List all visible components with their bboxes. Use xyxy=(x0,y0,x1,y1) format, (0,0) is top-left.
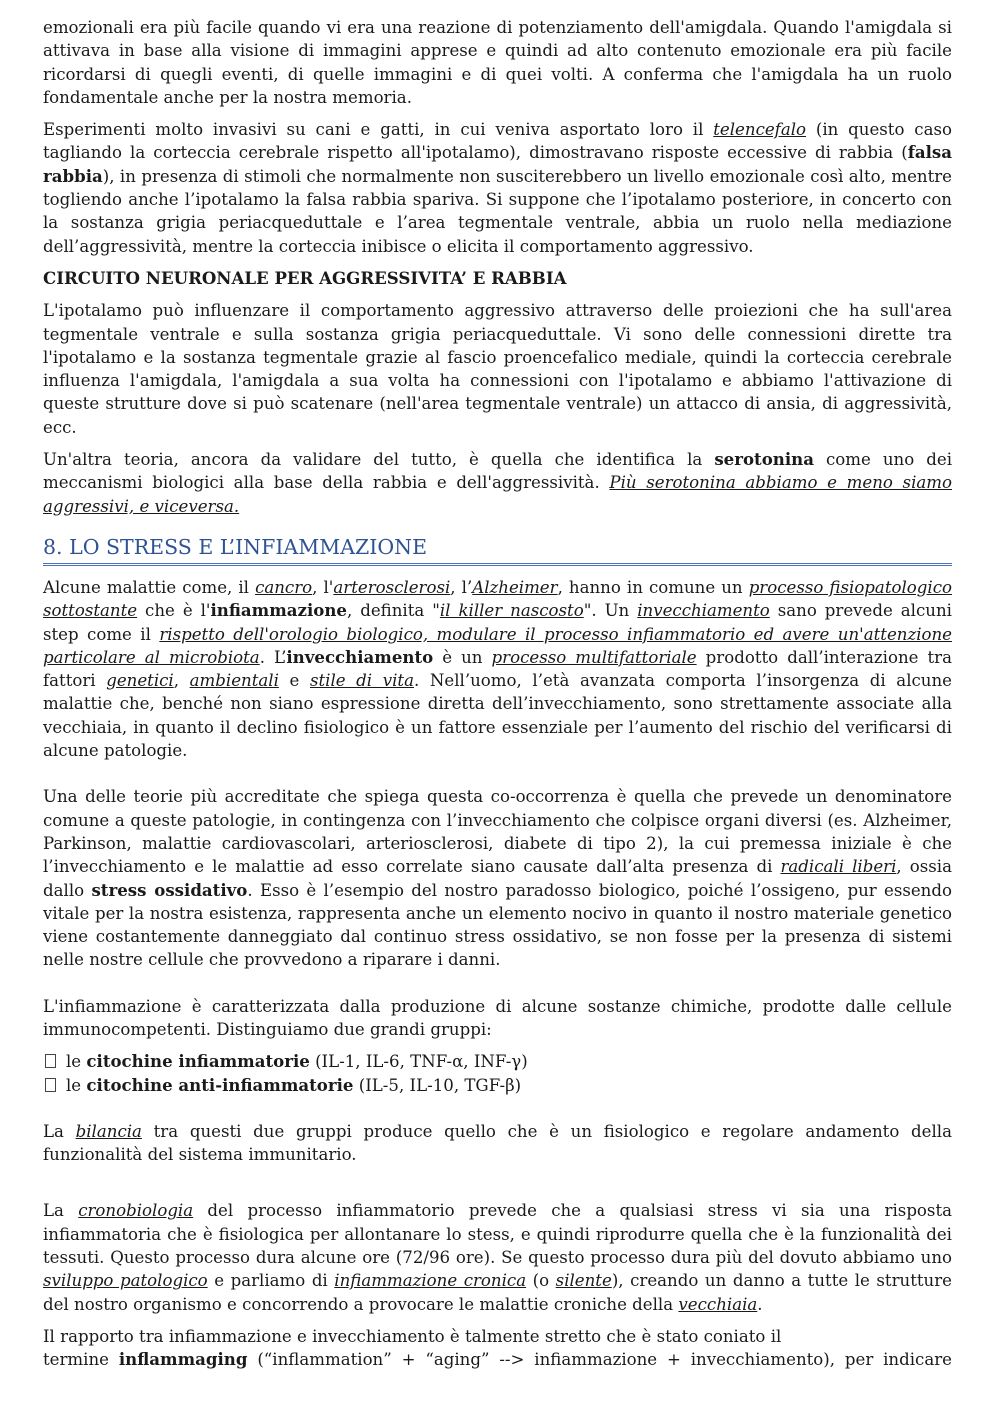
paragraph-cytokines-intro: L'infiammazione è caratterizzata dalla produzione di alcune sostanze chimiche, prodotte dalle cellule immunocompetenti. Distinguiamo due grandi gruppi: xyxy=(43,996,952,1039)
term-ambientali: ambientali xyxy=(189,671,279,691)
paragraph-hypothalamus: L'ipotalamo può influenzare il comportamento aggressivo attraverso delle proiezioni che ha sull'area tegmentale ventrale e sulla sostanza grigia periacqueduttale. Vi sono delle connessioni dirette tra l'ipotalamo e la sostanza tegmentale grazie al fascio proencefalico mediale, quindi la corteccia cerebrale influenza l'amigdala, l'amigdala a sua volta ha connessioni con l'ipotalamo e abbiamo l'attivazione di queste strutture dove si può scatenare (nell'area tegmentale ventrale) un attacco di ansia, di aggressività, ecc. xyxy=(43,301,952,437)
inflammaging-line: termine inflammaging (“inflammation” + “aging” --> infiammazione + invecchiamento), per indicare xyxy=(43,1349,952,1370)
term-invecchiamento-bold: invecchiamento xyxy=(286,646,434,667)
term-silente: silente xyxy=(555,1271,612,1291)
heading-neural-circuit: CIRCUITO NEURONALE PER AGGRESSIVITA’ E RABBIA xyxy=(43,267,567,288)
term-cancro: cancro xyxy=(255,577,313,597)
term-killer-nascosto: il killer nascosto xyxy=(439,601,584,621)
paragraph-false-rage: Esperimenti molto invasivi su cani e gatti, in cui veniva asportato loro il telencefalo (in questo caso tagliando la corteccia cerebrale rispetto all'ipotalamo), dimostravano risposte eccessive di rabbia (falsa rabbia), in presenza di stimoli che normalmente non susciterebbero un livello emozionale così alto, mentre togliendo anche l’ipotalamo la falsa rabbia spariva. Si suppone che l’ipotalamo posteriore, in concerto con la sostanza grigia periacqueduttale e l’area tegmentale ventrale, abbia un ruolo nella mediazione dell’aggressività, mentre la corteccia inibisce o elicita il comportamento aggressivo. xyxy=(43,120,952,256)
bullet-icon xyxy=(45,1078,56,1092)
cytokine-list xyxy=(43,1050,952,1097)
paragraph-balance: La bilancia tra questi due gruppi produce quello che è un fisiologico e regolare andamento della funzionalità del sistema immunitario. xyxy=(43,1121,952,1165)
paragraph-oxidative-stress: Una delle teorie più accreditate che spiega questa co-occorrenza è quella che prevede un denominatore comune a queste patologie, in contingenza con l’invecchiamento che colpisce organi diversi (es. Alzheimer, Parkinson, malattie cardiovascolari, arteriosclerosi, diabete di tipo 2), la cui premessa iniziale è che l’invecchiamento e le malattie ad esso correlate siano causate dall’alta presenza di radicali liberi, ossia dallo stress ossidativo. Esso è l’esempio del nostro paradosso biologico, poiché l’ossigeno, pur essendo vitale per la nostra esistenza, rappresenta anche un elemento nocivo in quanto il nostro materiale genetico viene costantemente danneggiato dal continuo stress ossidativo, se non fosse per la presenza di sistemi nelle nostre cellule che provvedono a riparare i danni. xyxy=(43,787,952,970)
term-orologio-biologico: rispetto dell'orologio biologico, modulare il processo infiammatorio ed avere un'attenzione particolare al microbiota xyxy=(43,624,952,667)
term-falsa-rabbia: falsa rabbia xyxy=(43,142,952,186)
term-telencefalo: telencefalo xyxy=(713,120,807,140)
term-cronobiologia: cronobiologia xyxy=(78,1201,194,1221)
serotonin-statement: Più serotonina abbiamo e meno siamo aggressivi, e viceversa. xyxy=(43,473,952,516)
bullet-icon xyxy=(45,1054,56,1068)
paragraph-serotonin: Un'altra teoria, ancora da validare del tutto, è quella che identifica la serotonina come uno dei meccanismi biologici alla base della rabbia e dell'aggressività. Più serotonina abbiamo e meno siamo aggressivi, e viceversa. xyxy=(43,449,953,516)
term-stress-ossidativo: stress ossidativo xyxy=(91,879,248,900)
list-item: le citochine anti-infiammatorie (IL-5, IL-10, TGF-β) xyxy=(43,1074,952,1097)
term-invecchiamento: invecchiamento xyxy=(637,601,770,621)
paragraph-chronobiology: La cronobiologia del processo infiammatorio prevede che a qualsiasi stress vi sia una risposta infiammatoria che è fisiologica per allontanare lo stess, e quindi riprodurre quella che è la funzionalità dei tessuti. Questo processo dura alcune ore (72/96 ore). Se questo processo dura più del dovuto abbiamo uno sviluppo patologico e parliamo di infiammazione cronica (o silente), creando un danno a tutte le strutture del nostro organismo e concorrendo a provocare le malattie croniche della vecchiaia. xyxy=(43,1201,953,1314)
paragraph-amygdala-memory: emozionali era più facile quando vi era una reazione di potenziamento dell'amigdala. Quando l'amigdala si attivava in base alla visione di immagini apprese e quindi ad alto contenuto emozionale era più facile ricordarsi di quegli eventi, di quelle immagini e di quei volti. A conferma che l'amigdala ha un ruolo fondamentale anche per la nostra memoria. xyxy=(43,18,952,107)
term-processo-fisiopatologico: processo fisiopatologico sottostante xyxy=(43,577,952,621)
term-sviluppo-patologico: sviluppo patologico xyxy=(43,1271,208,1291)
term-radicali-liberi: radicali liberi xyxy=(780,857,897,877)
document-page xyxy=(43,16,952,1372)
term-stile-di-vita: stile di vita xyxy=(309,671,414,691)
term-processo-multifattoriale: processo multifattoriale xyxy=(491,647,697,667)
paragraph-inflammation-diseases: Alcune malattie come, il cancro, l'arterosclerosi, l’Alzheimer, hanno in comune un processo fisiopatologico sottostante che è l'infiammazione, definita "il killer nascosto". Un invecchiamento sano prevede alcuni step come il rispetto dell'orologio biologico, modulare il processo infiammatorio ed avere un'attenzione particolare al microbiota. L’invecchiamento è un processo multifattoriale prodotto dall’interazione tra fattori genetici, ambientali e stile di vita. Nell’uomo, l’età avanzata comporta l’insorgenza di alcune malattie che, benché non siano espressione diretta dell’invecchiamento, sono strettamente associate alla vecchiaia, in quanto il declino fisiologico è un fattore essenziale per l’aumento del rischio del verificarsi di alcune patologie. xyxy=(43,577,953,761)
paragraph-inflammaging: Il rapporto tra infiammazione e invecchiamento è talmente stretto che è stato coniato il termine inflammaging (“inflammation” + “aging” --> infiammazione + invecchiamento), per indicare xyxy=(43,1325,952,1372)
term-vecchiaia: vecchiaia xyxy=(678,1294,758,1314)
term-inflammaging: inflammaging xyxy=(118,1349,248,1370)
term-serotonina: serotonina xyxy=(714,449,814,470)
list-item: le citochine infiammatorie (IL-1, IL-6, TNF-α, INF-γ) xyxy=(43,1050,952,1073)
term-bilancia: bilancia xyxy=(75,1121,142,1141)
term-arterosclerosi: arterosclerosi xyxy=(333,577,451,597)
term-alzheimer: Alzheimer xyxy=(472,577,558,597)
section-title: 8. LO STRESS E L’INFIAMMAZIONE xyxy=(43,534,952,566)
term-infiammazione-cronica: infiammazione cronica xyxy=(334,1271,527,1291)
term-infiammazione: infiammazione xyxy=(210,600,347,621)
term-genetici: genetici xyxy=(106,671,174,691)
